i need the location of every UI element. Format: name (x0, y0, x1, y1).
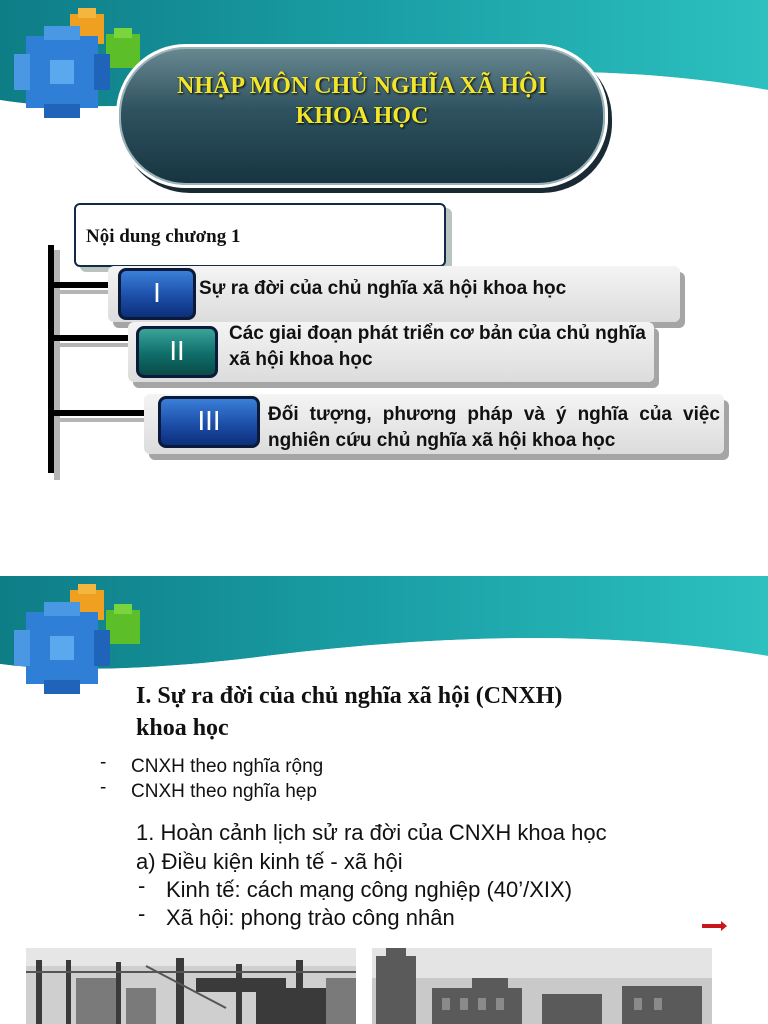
branch-line (48, 335, 140, 341)
section-title: I. Sự ra đời của chủ nghĩa xã hội (CNXH) khoa học (136, 683, 563, 741)
red-arrow-icon[interactable] (702, 924, 722, 928)
conditions-list (136, 873, 573, 932)
puzzle-cubes-icon (8, 582, 150, 702)
city-photo (372, 948, 712, 1024)
list-item: - CNXH theo nghĩa rộng (100, 752, 324, 777)
subsection-heading: a) Điều kiện kinh tế - xã hội (136, 849, 403, 874)
item-text-1: Sự ra đời của chủ nghĩa xã hội khoa học (199, 278, 567, 299)
slide-2 (0, 576, 768, 1024)
section-heading: 1. Hoàn cảnh lịch sử ra đời của CNXH khoa học (136, 820, 607, 845)
chapter-label: Nội dung chương 1 (86, 226, 241, 247)
slide-title: NHẬP MÔN CHỦ NGHĨA XÃ HỘI KHOA HỌC (176, 73, 547, 129)
scope-list (100, 754, 323, 804)
context-heading (136, 818, 607, 876)
chapter-box (74, 203, 446, 267)
factory-photo (26, 948, 356, 1024)
item-text-3: Đối tượng, phương pháp và ý nghĩa của việc nghiên cứu chủ nghĩa xã hội khoa học (268, 404, 720, 451)
item-text-2: Các giai đoạn phát triển cơ bản của chủ nghĩa xã hội khoa học (229, 323, 646, 370)
item-badge-3: III (158, 396, 260, 448)
list-item: - Xã hội: phong trào công nhân (138, 901, 455, 930)
item-badge-1: I (118, 268, 196, 320)
item-badge-2: II (136, 326, 218, 378)
list-item: - Kinh tế: cách mạng công nghiệp (40’/XIX) (138, 873, 573, 902)
title-banner (116, 44, 608, 188)
connector-line (48, 245, 54, 473)
list-item: - CNXH theo nghĩa hẹp (100, 777, 317, 802)
